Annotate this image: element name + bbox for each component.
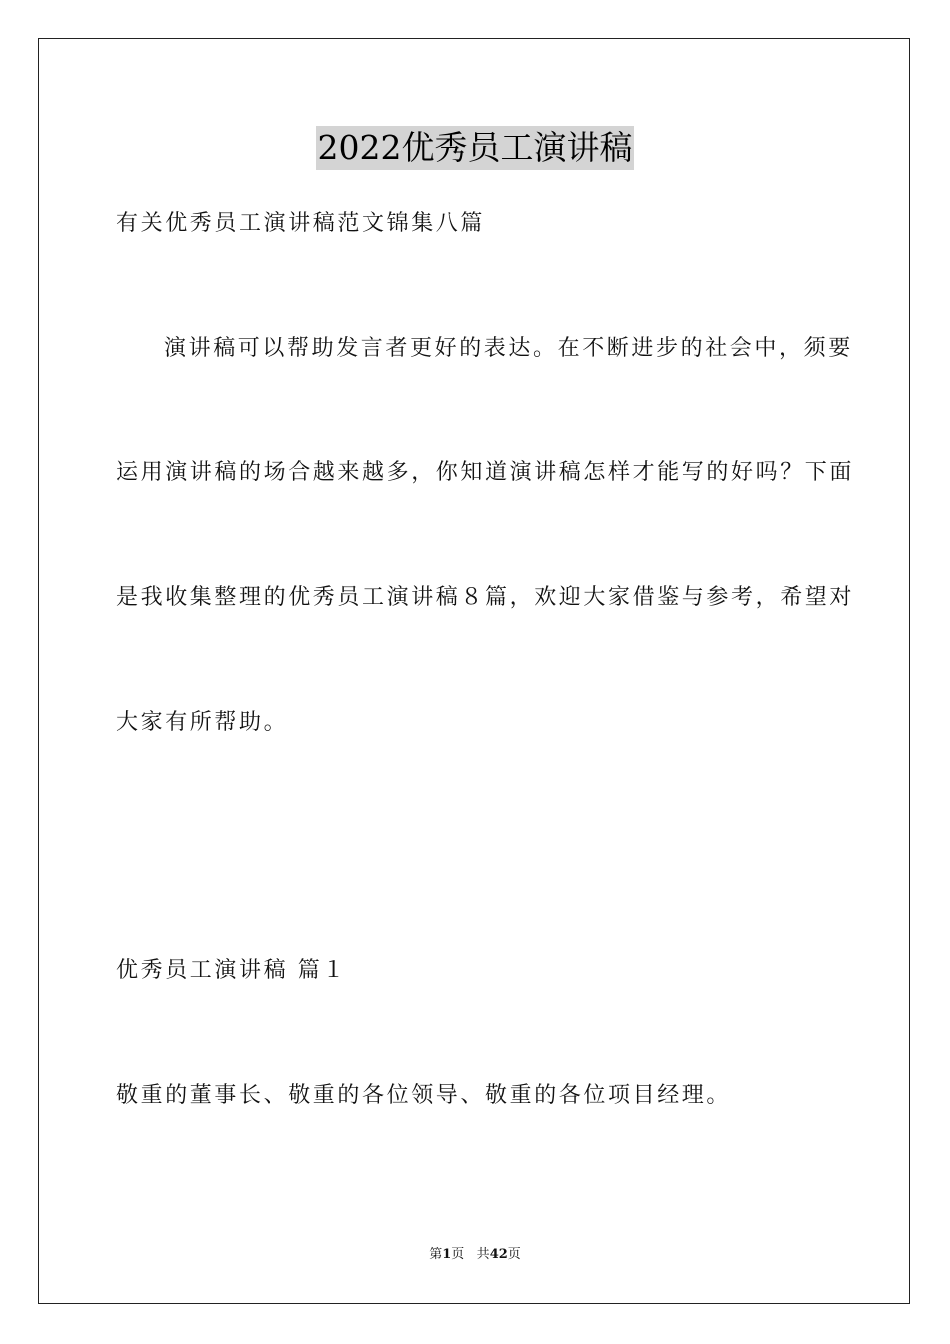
intro-line-1: 演讲稿可以帮助发言者更好的表达。在不断进步的社会中，须要 [164,336,853,361]
footer-total-prefix: 共 [476,1247,490,1262]
intro-line-2: 运用演讲稿的场合越来越多，你知道演讲稿怎样才能写的好吗？下面 [116,460,855,485]
footer-page-total: 42 [489,1247,508,1262]
document-title: 2022优秀员工演讲稿 [316,126,635,170]
greeting-line: 敬重的董事长、敬重的各位领导、敬重的各位项目经理。 [116,1083,732,1108]
page-footer [0,1246,950,1264]
section-heading: 优秀员工演讲稿 篇１ [116,958,347,983]
footer-page-current: 1 [442,1247,452,1262]
document-subtitle: 有关优秀员工演讲稿范文锦集八篇 [116,211,486,236]
footer-page-prefix: 第 [429,1247,443,1262]
footer-total-suffix: 页 [507,1247,521,1262]
intro-line-3: 是我收集整理的优秀员工演讲稿８篇，欢迎大家借鉴与参考，希望对 [116,585,855,610]
footer-page-suffix: 页 [451,1247,465,1262]
intro-line-4: 大家有所帮助。 [116,710,289,735]
title-container [0,126,950,170]
